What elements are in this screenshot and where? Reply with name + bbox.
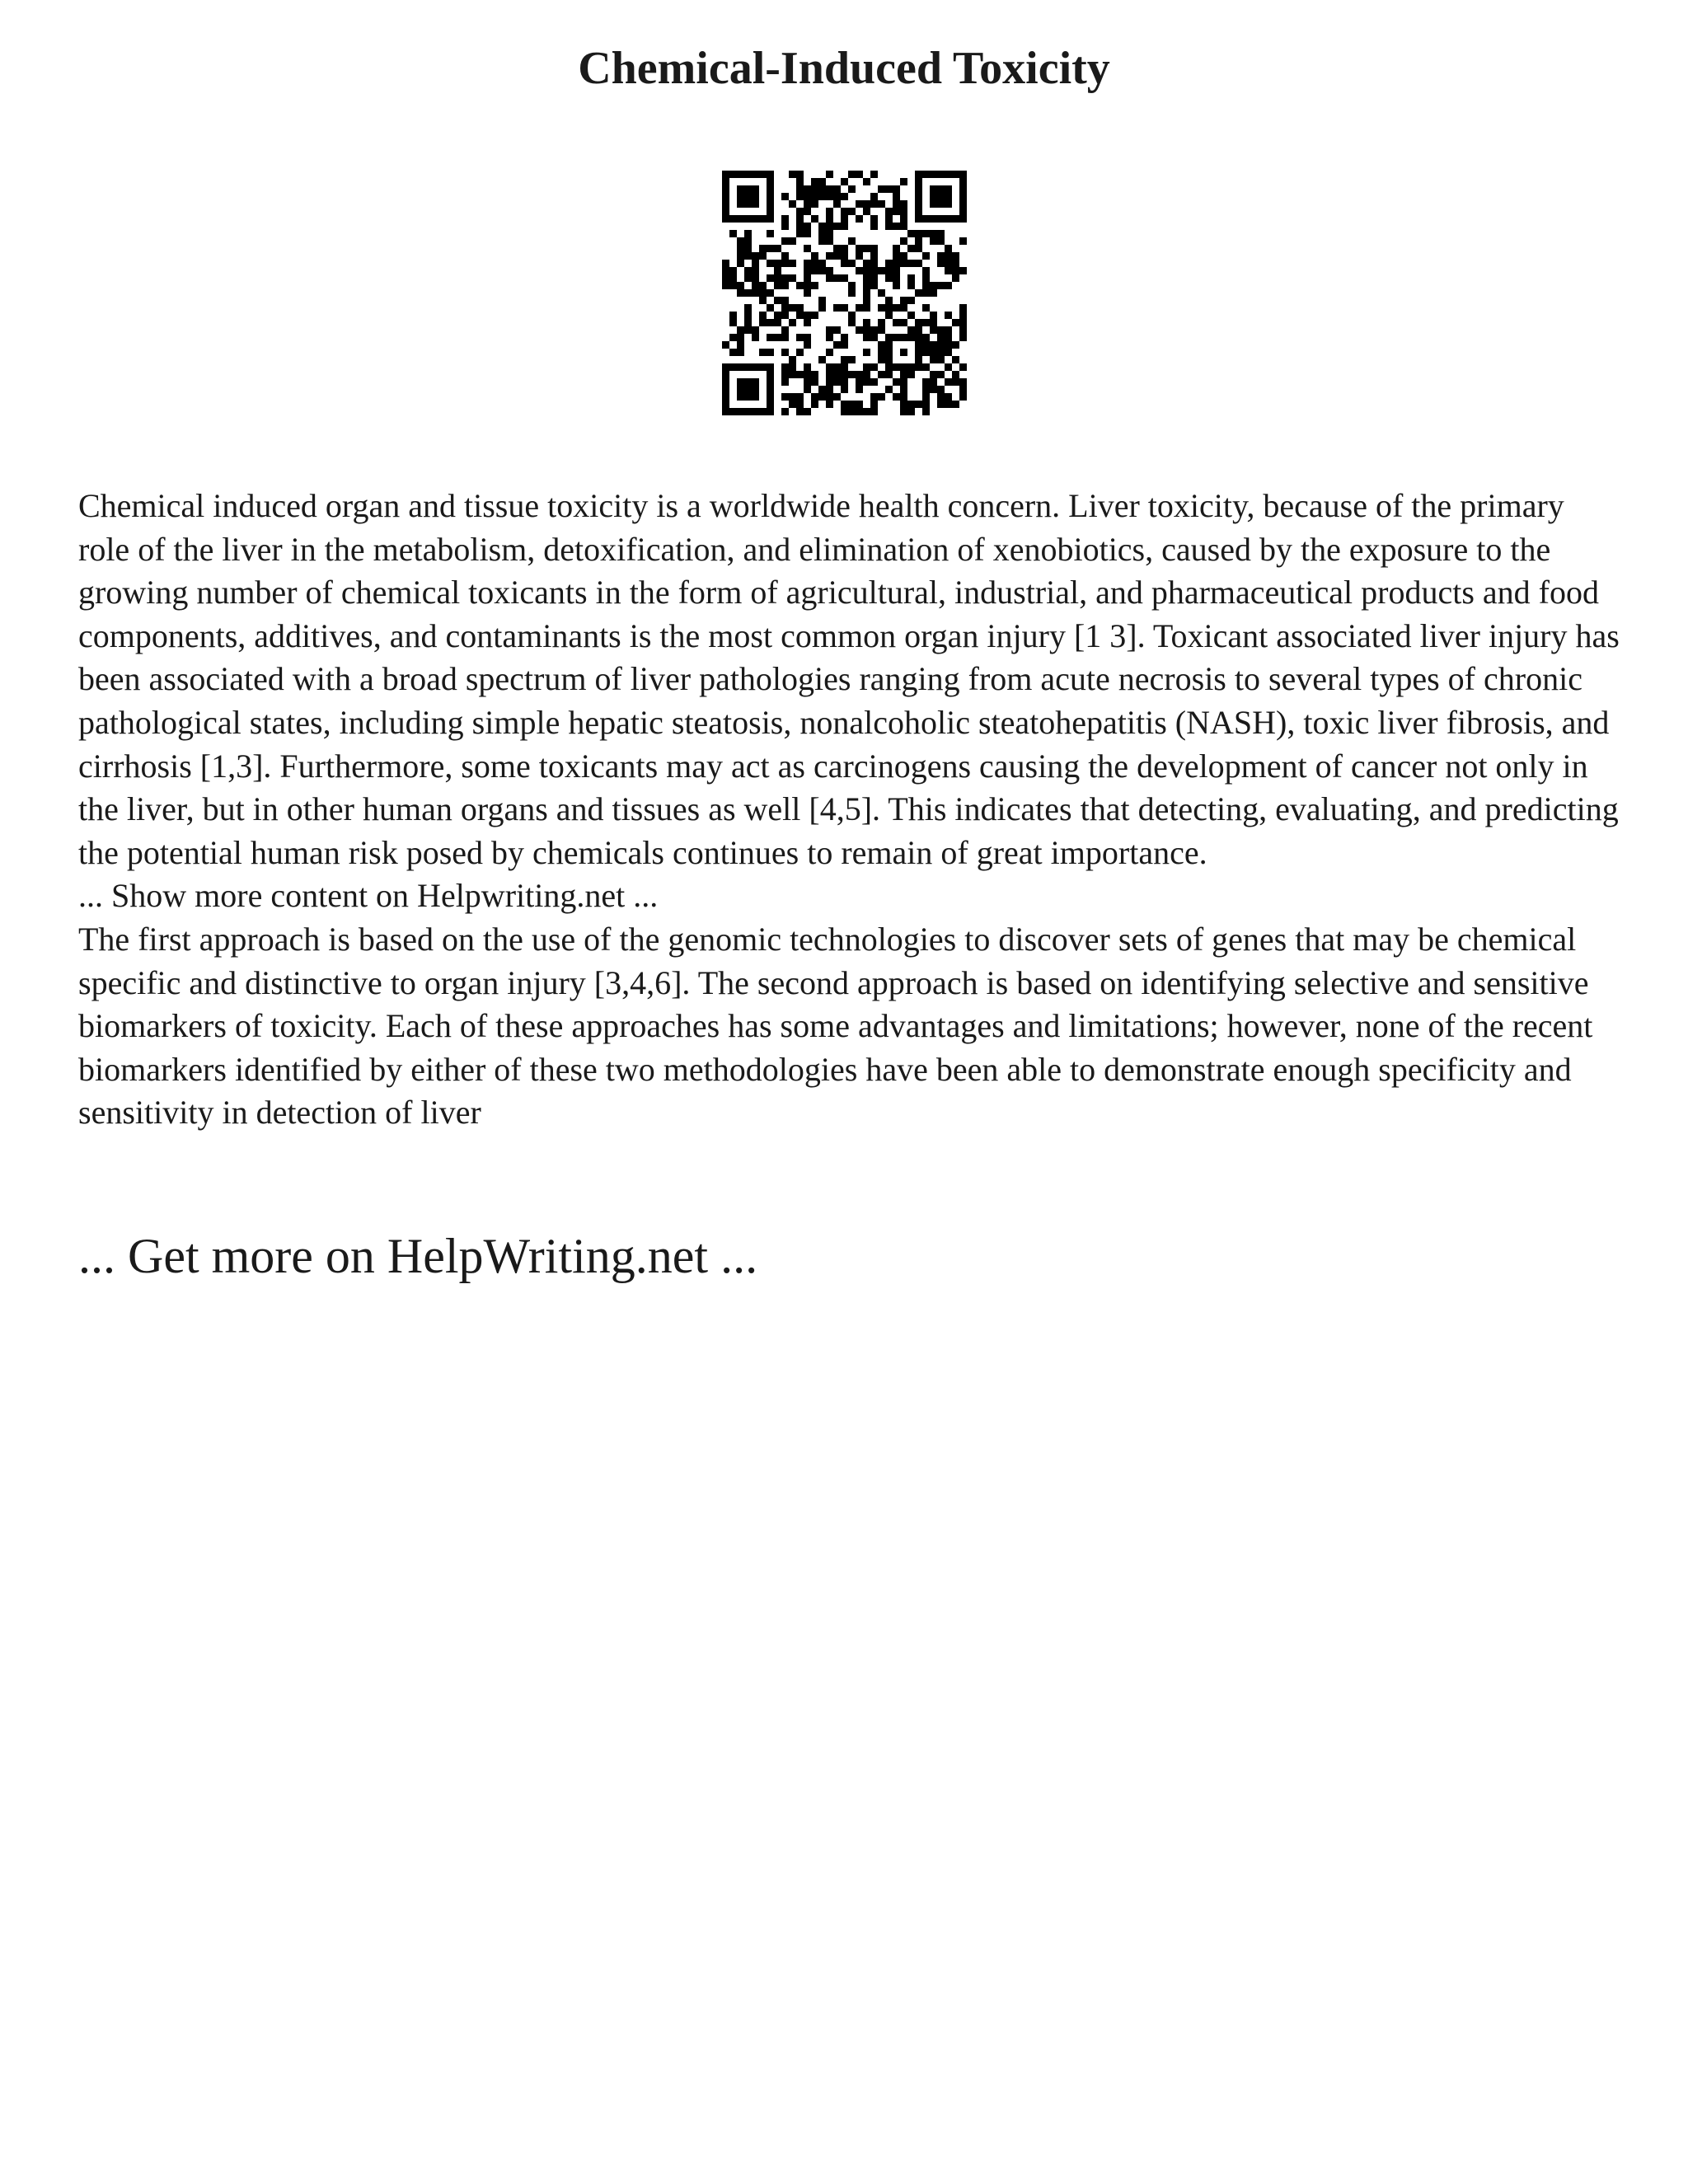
paragraph-approaches: The first approach is based on the use of the genomic technologies to discover sets of genes that may be chemical specific and distinctive to organ injury [3,4,6]. The second approach is based on identifying selective and sensitive biomarkers of toxicity. Each of these approaches has some advantages and limitations; however, none of the recent biomarkers identified by either of these two methodologies have been able to demonstrate enough specificity and sensitivity in detection of liver — [78, 920, 1593, 1132]
document-title: Chemical-Induced Toxicity — [578, 43, 1110, 94]
paragraph-intro: Chemical induced organ and tissue toxicity is a worldwide health concern. Liver toxicity, because of the primary role of the liver in the metabolism, detoxification, and elimination of xenobiotics, caused by the exposure to the growing number of chemical toxicants in the form of agricultural, industrial, and pharmaceutical products and food components, additives, and contaminants is the most common organ injury [1 3]. Toxicant associated liver injury has been associated with a broad spectrum of liver pathologies ranging from acute necrosis to several types of chronic pathological states, including simple hepatic steatosis, nonalcoholic steatohepatitis (NASH), toxic liver fibrosis, and cirrhosis [1,3]. Furthermore, some toxicants may act as carcinogens causing the development of cancer not only in the liver, but in other human organs and tissues as well [4,5]. This indicates that detecting, evaluating, and predicting the potential human risk posed by chemicals continues to remain of great importance. — [78, 487, 1620, 871]
get-more-link[interactable]: ... Get more on HelpWriting.net ... — [78, 1229, 758, 1283]
article-body — [78, 485, 1620, 1135]
show-more-link[interactable]: ... Show more content on Helpwriting.net ... — [78, 877, 659, 915]
qr-code-icon[interactable] — [722, 171, 967, 415]
